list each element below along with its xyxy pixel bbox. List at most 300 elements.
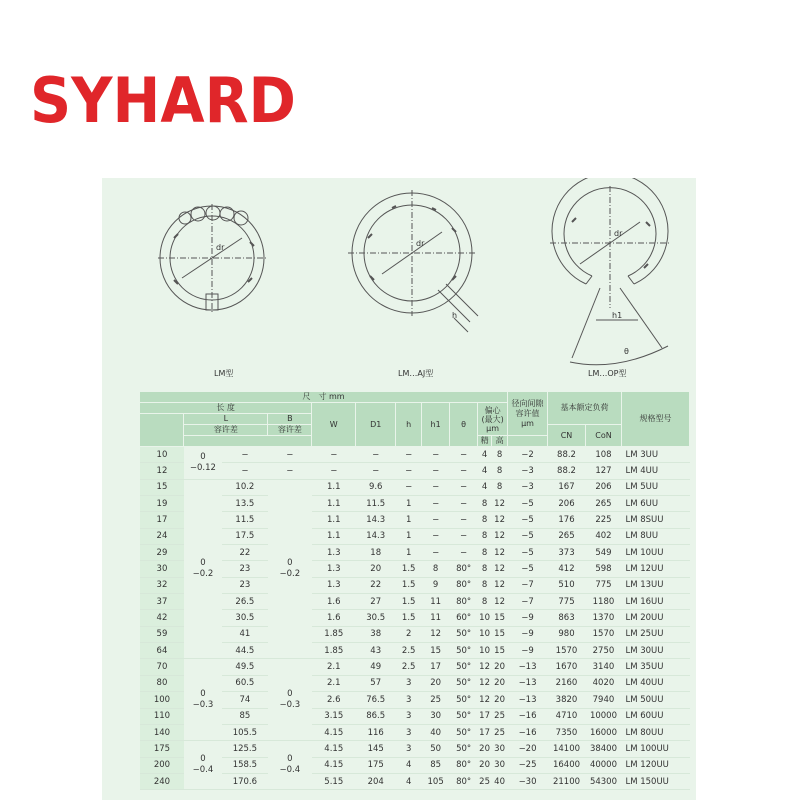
model-name: LM 80UU [621, 724, 689, 740]
l-value: 30 [140, 561, 184, 577]
header-h: h [396, 403, 422, 447]
w-value: 2.1 [312, 675, 356, 691]
h1-value: − [422, 463, 450, 479]
model-name: LM 10UU [621, 545, 689, 561]
ecc-precision: 12 [478, 659, 492, 675]
w-value: 1.6 [312, 594, 356, 610]
h1-value: 17 [422, 659, 450, 675]
cn-value: 412 [548, 561, 586, 577]
w-value: 3.15 [312, 708, 356, 724]
h1-value: 15 [422, 643, 450, 659]
radial-clearance: −5 [508, 512, 548, 528]
ecc-precision: 17 [478, 708, 492, 724]
con-value: 775 [585, 577, 621, 593]
lm-dim-label: dr [216, 243, 225, 252]
radial-clearance: −13 [508, 692, 548, 708]
b-value: 23 [222, 561, 268, 577]
ecc-high: 12 [492, 512, 508, 528]
l-tolerance-line: 0 [200, 688, 206, 699]
header-radial-clearance: 径向间隙容许值 μm [508, 392, 548, 436]
cn-value: 21100 [548, 773, 586, 789]
w-value: 4.15 [312, 757, 356, 773]
ecc-precision: 8 [478, 528, 492, 544]
b-tolerance-line: 0 [287, 754, 293, 765]
b-value: 26.5 [222, 594, 268, 610]
h1-value: 11 [422, 594, 450, 610]
l-value: 175 [140, 741, 184, 757]
radial-clearance: −5 [508, 528, 548, 544]
lm-aj-h-label: h [452, 311, 458, 320]
h-value: 1.5 [396, 577, 422, 593]
l-tolerance [184, 447, 222, 480]
lm-drawing [158, 204, 266, 312]
table-row [140, 659, 690, 675]
model-name: LM 16UU [621, 594, 689, 610]
l-value: 200 [140, 757, 184, 773]
w-value: 1.1 [312, 496, 356, 512]
theta-value: − [450, 496, 478, 512]
l-tolerance-line: −0.4 [192, 765, 214, 776]
cn-value: 980 [548, 626, 586, 642]
cn-value: 206 [548, 496, 586, 512]
ecc-precision: 8 [478, 545, 492, 561]
con-value: 206 [585, 479, 621, 495]
w-value: 1.3 [312, 545, 356, 561]
con-value: 38400 [585, 741, 621, 757]
theta-value: − [450, 463, 478, 479]
w-value: 4.15 [312, 724, 356, 740]
header-d1: D1 [356, 403, 396, 447]
b-value: 17.5 [222, 528, 268, 544]
d1-value: 20 [356, 561, 396, 577]
cn-value: 3820 [548, 692, 586, 708]
h1-value: 25 [422, 692, 450, 708]
b-tolerance-line: 0 [287, 558, 293, 569]
h-value: 1 [396, 512, 422, 528]
l-value: 12 [140, 463, 184, 479]
b-value: 49.5 [222, 659, 268, 675]
radial-clearance: −2 [508, 447, 548, 463]
model-name: LM 20UU [621, 610, 689, 626]
ecc-precision: 17 [478, 724, 492, 740]
l-value: 32 [140, 577, 184, 593]
l-tolerance [184, 741, 222, 790]
ecc-high: 15 [492, 643, 508, 659]
radial-clearance: −20 [508, 741, 548, 757]
header-blank [140, 414, 184, 447]
b-value: 13.5 [222, 496, 268, 512]
header-b: B [268, 414, 312, 425]
header-length: 长 度 [140, 403, 312, 414]
con-value: 598 [585, 561, 621, 577]
con-value: 1570 [585, 626, 621, 642]
b-value: − [222, 463, 268, 479]
l-value: 70 [140, 659, 184, 675]
lm-aj-dim-label: dr [416, 239, 425, 248]
model-name: LM 6UU [621, 496, 689, 512]
b-value: 44.5 [222, 643, 268, 659]
cn-value: 88.2 [548, 463, 586, 479]
b-tolerance-line: −0.3 [279, 699, 301, 710]
cn-value: 16400 [548, 757, 586, 773]
catalog-sheet [102, 178, 696, 800]
d1-value: 86.5 [356, 708, 396, 724]
con-value: 1370 [585, 610, 621, 626]
radial-clearance: −16 [508, 724, 548, 740]
b-value: 11.5 [222, 512, 268, 528]
b-value: − [222, 447, 268, 463]
b-value: 125.5 [222, 741, 268, 757]
h-value: 3 [396, 724, 422, 740]
l-tolerance-line: −0.3 [192, 699, 214, 710]
h-value: 1.5 [396, 610, 422, 626]
d1-value: 22 [356, 577, 396, 593]
radial-clearance: −25 [508, 757, 548, 773]
h1-value: 20 [422, 675, 450, 691]
theta-value: 50° [450, 741, 478, 757]
ecc-high: 8 [492, 463, 508, 479]
d1-value: 9.6 [356, 479, 396, 495]
h1-value: − [422, 479, 450, 495]
h1-value: 50 [422, 741, 450, 757]
b-tolerance: − [268, 447, 312, 463]
ecc-precision: 4 [478, 447, 492, 463]
ecc-high: 15 [492, 626, 508, 642]
con-value: 225 [585, 512, 621, 528]
table-row [140, 757, 690, 773]
l-value: 42 [140, 610, 184, 626]
h-value: 1 [396, 496, 422, 512]
b-tolerance [268, 479, 312, 659]
theta-value: 50° [450, 675, 478, 691]
con-value: 2750 [585, 643, 621, 659]
l-value: 59 [140, 626, 184, 642]
theta-value: 60° [450, 610, 478, 626]
h-value: 3 [396, 675, 422, 691]
w-value: 4.15 [312, 741, 356, 757]
header-l: L [184, 414, 268, 425]
spec-table-body [140, 447, 690, 790]
b-tolerance-line: −0.4 [279, 765, 301, 776]
table-row [140, 577, 690, 593]
header-ecc-high: 高 [492, 436, 508, 447]
model-name: LM 150UU [621, 773, 689, 789]
model-name: LM 8SUU [621, 512, 689, 528]
h1-value: 8 [422, 561, 450, 577]
con-value: 108 [585, 447, 621, 463]
header-h1: h1 [422, 403, 450, 447]
spec-table [140, 392, 690, 790]
ecc-high: 12 [492, 528, 508, 544]
h-value: 2.5 [396, 643, 422, 659]
ecc-high: 20 [492, 675, 508, 691]
con-value: 40000 [585, 757, 621, 773]
h-value: 3 [396, 741, 422, 757]
b-tolerance [268, 741, 312, 790]
table-row [140, 610, 690, 626]
table-row [140, 773, 690, 789]
ecc-high: 30 [492, 757, 508, 773]
h1-value: 85 [422, 757, 450, 773]
l-value: 17 [140, 512, 184, 528]
radial-clearance: −5 [508, 496, 548, 512]
h-value: 1.5 [396, 561, 422, 577]
d1-value: 204 [356, 773, 396, 789]
l-tolerance-line: 0 [200, 754, 206, 765]
con-value: 1180 [585, 594, 621, 610]
table-row [140, 675, 690, 691]
ecc-high: 8 [492, 447, 508, 463]
cn-value: 167 [548, 479, 586, 495]
w-value: − [312, 463, 356, 479]
model-name: LM 13UU [621, 577, 689, 593]
model-name: LM 120UU [621, 757, 689, 773]
d1-value: 14.3 [356, 512, 396, 528]
h1-value: 40 [422, 724, 450, 740]
ecc-high: 30 [492, 741, 508, 757]
con-value: 10000 [585, 708, 621, 724]
cn-value: 1670 [548, 659, 586, 675]
d1-value: 145 [356, 741, 396, 757]
theta-value: 50° [450, 659, 478, 675]
d1-value: − [356, 463, 396, 479]
h1-value: 12 [422, 626, 450, 642]
theta-value: 80° [450, 561, 478, 577]
header-con: CoN [585, 425, 621, 447]
l-value: 110 [140, 708, 184, 724]
table-row [140, 496, 690, 512]
cn-value: 4710 [548, 708, 586, 724]
table-row [140, 479, 690, 495]
radial-clearance: −9 [508, 610, 548, 626]
h-value: 3 [396, 708, 422, 724]
ecc-high: 8 [492, 479, 508, 495]
radial-clearance: −9 [508, 643, 548, 659]
table-row [140, 594, 690, 610]
table-row [140, 528, 690, 544]
ecc-high: 15 [492, 610, 508, 626]
w-value: − [312, 447, 356, 463]
header-l-tol: 容许差 [184, 425, 268, 436]
h-value: 1.5 [396, 594, 422, 610]
con-value: 127 [585, 463, 621, 479]
d1-value: 57 [356, 675, 396, 691]
ecc-high: 12 [492, 561, 508, 577]
h-value: 1 [396, 528, 422, 544]
ecc-high: 12 [492, 496, 508, 512]
cn-value: 265 [548, 528, 586, 544]
header-radial-spacer [508, 436, 548, 447]
h-value: − [396, 479, 422, 495]
table-row [140, 741, 690, 757]
model-name: LM 60UU [621, 708, 689, 724]
h-value: 4 [396, 757, 422, 773]
theta-value: 80° [450, 773, 478, 789]
lm-op-drawing [550, 178, 670, 365]
table-row [140, 643, 690, 659]
header-b-tol: 容许差 [268, 425, 312, 436]
d1-value: 38 [356, 626, 396, 642]
model-name: LM 30UU [621, 643, 689, 659]
lm-aj-caption: LM…AJ型 [398, 369, 434, 378]
d1-value: 11.5 [356, 496, 396, 512]
theta-value: 80° [450, 757, 478, 773]
header-model: 规格型号 [621, 392, 689, 447]
l-value: 64 [140, 643, 184, 659]
w-value: 2.1 [312, 659, 356, 675]
theta-value: 50° [450, 692, 478, 708]
b-value: 41 [222, 626, 268, 642]
l-tolerance-line: 0 [200, 558, 206, 569]
con-value: 54300 [585, 773, 621, 789]
h-value: − [396, 463, 422, 479]
lm-caption: LM型 [214, 369, 234, 378]
ecc-precision: 10 [478, 643, 492, 659]
h1-value: 30 [422, 708, 450, 724]
b-tolerance-line: −0.2 [279, 569, 301, 580]
d1-value: 76.5 [356, 692, 396, 708]
model-name: LM 25UU [621, 626, 689, 642]
theta-value: − [450, 528, 478, 544]
radial-clearance: −16 [508, 708, 548, 724]
h-value: 3 [396, 692, 422, 708]
b-value: 30.5 [222, 610, 268, 626]
ecc-precision: 4 [478, 463, 492, 479]
b-value: 23 [222, 577, 268, 593]
model-name: LM 100UU [621, 741, 689, 757]
ecc-precision: 8 [478, 577, 492, 593]
l-tolerance-line: −0.2 [192, 569, 214, 580]
d1-value: 18 [356, 545, 396, 561]
radial-clearance: −5 [508, 561, 548, 577]
h1-value: − [422, 545, 450, 561]
cn-value: 1570 [548, 643, 586, 659]
theta-value: − [450, 447, 478, 463]
w-value: 1.3 [312, 561, 356, 577]
table-row [140, 626, 690, 642]
theta-value: 80° [450, 577, 478, 593]
h1-value: 9 [422, 577, 450, 593]
ecc-high: 25 [492, 708, 508, 724]
lm-op-theta-label: θ [624, 347, 629, 356]
h1-value: − [422, 496, 450, 512]
table-row [140, 545, 690, 561]
h-value: 2 [396, 626, 422, 642]
l-value: 29 [140, 545, 184, 561]
h1-value: − [422, 447, 450, 463]
table-row [140, 561, 690, 577]
b-value: 60.5 [222, 675, 268, 691]
b-value: 10.2 [222, 479, 268, 495]
w-value: 1.1 [312, 528, 356, 544]
lm-op-dim-label: dr [614, 229, 623, 238]
l-value: 80 [140, 675, 184, 691]
theta-value: 50° [450, 708, 478, 724]
w-value: 2.6 [312, 692, 356, 708]
lm-aj-drawing [348, 190, 478, 332]
syhard-logo [30, 66, 300, 132]
ecc-precision: 8 [478, 594, 492, 610]
cn-value: 7350 [548, 724, 586, 740]
radial-clearance: −7 [508, 594, 548, 610]
ecc-high: 12 [492, 577, 508, 593]
table-row [140, 724, 690, 740]
table-row [140, 463, 690, 479]
b-tolerance-line: 0 [287, 688, 293, 699]
l-tolerance-line: 0 [200, 451, 206, 462]
d1-value: 175 [356, 757, 396, 773]
ecc-precision: 10 [478, 610, 492, 626]
model-name: LM 40UU [621, 675, 689, 691]
d1-value: 14.3 [356, 528, 396, 544]
radial-clearance: −7 [508, 577, 548, 593]
w-value: 5.15 [312, 773, 356, 789]
con-value: 549 [585, 545, 621, 561]
theta-value: 50° [450, 724, 478, 740]
header-spacer [184, 436, 312, 447]
radial-clearance: −5 [508, 545, 548, 561]
d1-value: 30.5 [356, 610, 396, 626]
table-row [140, 708, 690, 724]
cn-value: 2160 [548, 675, 586, 691]
w-value: 1.1 [312, 479, 356, 495]
l-value: 15 [140, 479, 184, 495]
model-name: LM 4UU [621, 463, 689, 479]
radial-clearance: −3 [508, 463, 548, 479]
radial-clearance: −13 [508, 675, 548, 691]
d1-value: − [356, 447, 396, 463]
ecc-high: 12 [492, 545, 508, 561]
table-row [140, 512, 690, 528]
cn-value: 863 [548, 610, 586, 626]
radial-clearance: −9 [508, 626, 548, 642]
cn-value: 510 [548, 577, 586, 593]
w-value: 1.3 [312, 577, 356, 593]
ecc-precision: 12 [478, 692, 492, 708]
radial-clearance: −30 [508, 773, 548, 789]
lm-op-caption: LM…OP型 [588, 369, 627, 378]
b-value: 105.5 [222, 724, 268, 740]
w-value: 1.1 [312, 512, 356, 528]
d1-value: 27 [356, 594, 396, 610]
theta-value: 50° [450, 643, 478, 659]
h1-value: − [422, 512, 450, 528]
ecc-precision: 8 [478, 561, 492, 577]
ecc-precision: 20 [478, 741, 492, 757]
l-value: 24 [140, 528, 184, 544]
ecc-precision: 25 [478, 773, 492, 789]
theta-value: − [450, 479, 478, 495]
l-value: 19 [140, 496, 184, 512]
model-name: LM 3UU [621, 447, 689, 463]
l-value: 100 [140, 692, 184, 708]
b-value: 85 [222, 708, 268, 724]
header-theta: θ [450, 403, 478, 447]
cn-value: 176 [548, 512, 586, 528]
ecc-high: 25 [492, 724, 508, 740]
w-value: 1.85 [312, 643, 356, 659]
theta-value: − [450, 512, 478, 528]
theta-value: − [450, 545, 478, 561]
h1-value: 105 [422, 773, 450, 789]
l-tolerance-line: −0.12 [189, 462, 216, 473]
h-value: 1 [396, 545, 422, 561]
model-name: LM 5UU [621, 479, 689, 495]
w-value: 1.6 [312, 610, 356, 626]
model-name: LM 12UU [621, 561, 689, 577]
model-name: LM 8UU [621, 528, 689, 544]
header-w: W [312, 403, 356, 447]
